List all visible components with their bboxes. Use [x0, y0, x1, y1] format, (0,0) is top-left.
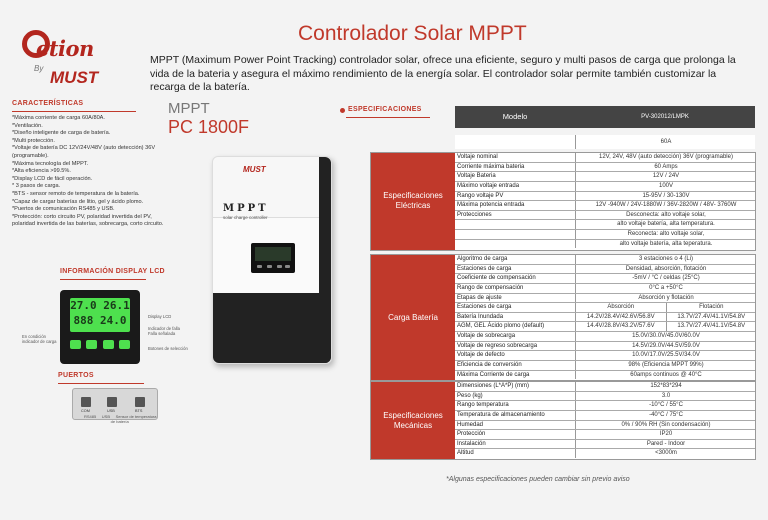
- spec-key: Estaciones de carga: [457, 265, 512, 272]
- feature-item: *Diseño inteligente de carga de batería.: [12, 130, 111, 137]
- spec-key: Voltaje de sobrecarga: [457, 333, 516, 340]
- spec-value: Reconecta: alto voltaje solar,: [575, 230, 756, 239]
- ports-caption: RS485 USB Sensor de temperatura de batería: [84, 414, 157, 424]
- header-model-value: PV-302012/LMPK: [641, 114, 689, 120]
- callout-display: Display LCD: [148, 314, 172, 319]
- usb-port-icon: [107, 397, 117, 407]
- spec-key: Rango temperatura: [457, 402, 509, 409]
- spec-row: [455, 322, 755, 332]
- spec-key: Eficiencia de conversión: [457, 362, 522, 369]
- spec-row: [455, 332, 755, 342]
- ports-divider: [58, 383, 144, 384]
- spec-value: 152*83*294: [575, 382, 756, 391]
- spec-key: Estaciones de carga: [457, 304, 512, 311]
- lcd-panel-image: [60, 290, 140, 364]
- spec-key: Corriente máxima bateria: [457, 163, 525, 170]
- spec-group-label: Especificaciones Eléctricas: [371, 153, 455, 250]
- callout-fault: Indicador de falla Falla señalada: [148, 326, 180, 336]
- lcd-button-icon: [103, 340, 114, 349]
- spec-value: 3 estaciones o 4 (Li): [575, 255, 756, 264]
- feature-item: *Máxima tecnología del MPPT.: [12, 160, 89, 167]
- feature-item: *Protección: corto circuito PV, polaridad invertida del PV, polaridad invertida de las baterías, sobrecarga, corto circuito.: [12, 213, 164, 228]
- spec-row: [455, 172, 755, 182]
- lcd-buttons: [70, 340, 130, 349]
- spec-key: Voltaje de regreso sobrecarga: [457, 342, 538, 349]
- feature-item: *Ventilación.: [12, 122, 43, 129]
- spec-value: Absorción y flotación: [575, 294, 756, 303]
- spec-row: [455, 371, 755, 380]
- spec-value: 15-95V / 30-130V: [575, 192, 756, 201]
- features-divider: [12, 111, 136, 112]
- spec-value: -40°C / 75°C: [575, 411, 756, 420]
- spec-key: Dimensiones (L*A*P) (mm): [457, 383, 530, 389]
- feature-item: *Máxima corriente de carga 60A/80A.: [12, 115, 105, 121]
- spec-row: [455, 361, 755, 371]
- bullet-icon: [340, 108, 345, 113]
- port-label: BTS: [135, 409, 143, 413]
- spec-row: [455, 382, 755, 392]
- spec-row: [455, 284, 755, 294]
- spec-key: Máxima Corriente de carga: [457, 371, 530, 378]
- product-subtitle: solar charge controller: [223, 215, 268, 220]
- spec-row: [455, 351, 755, 361]
- lcd-screen: [70, 298, 130, 332]
- spec-group-label: Carga Batería: [371, 255, 455, 380]
- spec-value: 3.0: [575, 392, 756, 401]
- spec-value: 13.7V/27.4V/41.1V/54.8V: [677, 323, 746, 330]
- feature-item: *Puertos de comunicación RS485 y USB.: [12, 206, 115, 213]
- spec-value: 12V / 24V: [575, 172, 756, 181]
- spec-key: Protección: [457, 431, 486, 438]
- page-title: Controlador Solar MPPT: [298, 22, 527, 45]
- feature-item: * 3 pasos de carga.: [12, 183, 61, 190]
- features-list: [12, 115, 164, 229]
- spec-row: [455, 411, 755, 421]
- spec-key: Coeficiente de compensación: [457, 275, 536, 282]
- spec-key: Batería Inundada: [457, 313, 504, 320]
- spec-key: Máximo voltaje entrada: [457, 182, 520, 189]
- spec-value: -5mV / °C / celdas (25°C): [575, 274, 756, 283]
- features-heading: CARACTERÍSTICAS: [12, 100, 84, 107]
- spec-value-split: [575, 322, 756, 331]
- spec-row: [455, 265, 755, 275]
- spec-group: [370, 152, 756, 251]
- spec-value: 13.7V/27.4V/41.1V/54.8V: [677, 313, 746, 320]
- spec-value: alto voltaje batería, alta teperatura.: [575, 240, 756, 249]
- port-label: COM: [81, 409, 90, 413]
- current-row: [455, 135, 755, 149]
- bts-port-icon: [135, 397, 145, 407]
- current-value: 60A: [575, 135, 756, 149]
- spec-key: Peso (kg): [457, 392, 483, 399]
- spec-key: Humedad: [457, 421, 484, 428]
- spec-value: <3000m: [575, 449, 756, 458]
- spec-value: 15.0V/30.0V/45.0V/60.0V: [575, 332, 756, 341]
- brand-logo: [14, 26, 126, 92]
- spec-value: Densidad, absorción, flotación: [575, 265, 756, 274]
- spec-value: 60amps continuos @ 40°C: [575, 371, 756, 380]
- spec-row: [455, 163, 755, 173]
- lcd-button-icon: [119, 340, 130, 349]
- product-image: [212, 156, 332, 364]
- spec-key: Voltaje nominal: [457, 154, 498, 160]
- spec-row: [455, 421, 755, 431]
- feature-item: *Multi protección.: [12, 137, 55, 144]
- spec-key: Temperatura de almacenamiento: [457, 411, 545, 418]
- spec-value: alto voltaje batería, alta temperatura.: [575, 220, 756, 229]
- spec-row: [455, 342, 755, 352]
- spec-row: [455, 220, 755, 230]
- spec-value: 12V -940W / 24V-1880W / 36V-2820W / 48V- 3760W: [575, 201, 756, 210]
- spec-value: 60 Amps: [575, 163, 756, 172]
- spec-value: 14.5V/29.0V/44.5V/59.0V: [575, 342, 756, 351]
- spec-row: [455, 401, 755, 411]
- spec-row: [455, 313, 755, 323]
- logo-text: etion: [36, 36, 94, 61]
- spec-row: [455, 274, 755, 284]
- product-side-panel: [319, 157, 331, 363]
- product-brand: MPPT: [223, 203, 269, 214]
- spec-key: Instalación: [457, 440, 486, 447]
- callout-select: Botones de selección: [148, 346, 188, 351]
- spec-group: [370, 381, 756, 460]
- specs-table-header: [455, 106, 755, 128]
- spec-value: 0% / 90% RH (Sin condensación): [575, 421, 756, 430]
- spec-value: Desconecta: alto voltaje solar,: [575, 211, 756, 220]
- spec-row: [455, 294, 755, 304]
- spec-value: Absorción: [576, 303, 667, 312]
- feature-item: *Voltaje de batería DC 12V/24V/48V (auto detección) 36V (programable).: [12, 145, 156, 159]
- footnote: *Algunas especificaciones pueden cambiar sin previo aviso: [446, 476, 630, 483]
- product-bottom-panel: [213, 293, 331, 363]
- spec-row: [455, 182, 755, 192]
- product-top-panel: [213, 157, 331, 218]
- rs485-port-icon: [81, 397, 91, 407]
- spec-value-split: [575, 303, 756, 312]
- lcd-button-icon: [70, 340, 81, 349]
- model-name: MPPT: [168, 100, 210, 117]
- logo-must: MUST: [50, 68, 99, 87]
- spec-group: [370, 254, 756, 381]
- spec-value: 10.0V/17.0V/25.5V/34.0V: [575, 351, 756, 360]
- header-model-label: Modelo: [502, 112, 528, 121]
- ports-heading: PUERTOS: [58, 372, 94, 379]
- model-number: PC 1800F: [168, 117, 250, 137]
- lcd-heading: INFORMACIÓN DISPLAY LCD: [60, 268, 165, 275]
- spec-key: Máxima potencia entrada: [457, 202, 525, 209]
- port-label: USB: [107, 409, 115, 413]
- spec-value: 98% (Eficiencia MPPT 99%): [575, 361, 756, 370]
- spec-value: Flotación: [699, 304, 724, 311]
- feature-item: *Display LCD de fácil operación.: [12, 175, 93, 182]
- spec-value: IP20: [575, 430, 756, 439]
- spec-value-split: [575, 313, 756, 322]
- spec-row: [455, 240, 755, 249]
- spec-value: 14.4V/28.8V/43.2V/57.6V: [576, 322, 667, 331]
- spec-row: [455, 392, 755, 402]
- feature-item: *Alta eficiencia >99.5%.: [12, 168, 71, 175]
- spec-row: [455, 255, 755, 265]
- spec-key: Rango de compensación: [457, 284, 524, 291]
- lcd-divider: [60, 279, 146, 280]
- spec-group-label: Especificaciones Mecánicas: [371, 382, 455, 459]
- spec-row: [455, 230, 755, 240]
- spec-value: -10°C / 55°C: [575, 401, 756, 410]
- lcd-button-icon: [86, 340, 97, 349]
- spec-key: Rango voltaje PV: [457, 192, 504, 199]
- spec-row: [455, 153, 755, 163]
- spec-value: Pared - Indoor: [575, 440, 756, 449]
- callout-charge: En condición indicador de carga: [22, 334, 57, 344]
- spec-row: [455, 449, 755, 458]
- specs-heading: ESPECIFICACIONES: [348, 106, 422, 113]
- product-logo: MUST: [243, 165, 266, 174]
- feature-item: *Capaz de cargar baterías de litio, gel y ácido plomo.: [12, 198, 144, 205]
- spec-row: [455, 192, 755, 202]
- spec-value: 0°C a +50°C: [575, 284, 756, 293]
- spec-key: Altitud: [457, 450, 474, 457]
- spec-row: [455, 430, 755, 440]
- spec-value: 14.2V/28.4V/42.6V/56.8V: [576, 313, 667, 322]
- spec-key: Etapas de ajuste: [457, 294, 502, 301]
- spec-row: [455, 303, 755, 313]
- spec-row: [455, 201, 755, 211]
- feature-item: *BTS - sensor remoto de temperatura de la batería.: [12, 190, 140, 197]
- spec-row: [455, 440, 755, 450]
- spec-key: Protecciones: [457, 211, 492, 218]
- spec-key: Algoritmo de carga: [457, 256, 508, 262]
- spec-value: 12V, 24V, 48V (auto detección) 36V (programable): [575, 153, 756, 162]
- spec-key: AGM, GEL Ácido plomo (default): [457, 323, 545, 330]
- lcd-readout-bottom: 888 24.0: [73, 314, 127, 327]
- lcd-readout-top: 27.0 26.1: [70, 299, 130, 312]
- specs-divider: [346, 117, 430, 118]
- spec-value: 100V: [575, 182, 756, 191]
- spec-key: Voltaje de defecto: [457, 352, 505, 359]
- intro-text: MPPT (Maximum Power Point Tracking) controlador solar, ofrece una eficiente, seguro y multi pasos de carga que prolonga la vida de la bateria y asegura el máximo rendimiento de la energía solar. El controlador solar permite también customizar la recarga de la batería.: [150, 54, 736, 93]
- spec-row: [455, 211, 755, 221]
- product-lcd-icon: [251, 243, 295, 273]
- spec-key: Voltaje Bateria: [457, 173, 496, 180]
- logo-by: By: [34, 64, 44, 73]
